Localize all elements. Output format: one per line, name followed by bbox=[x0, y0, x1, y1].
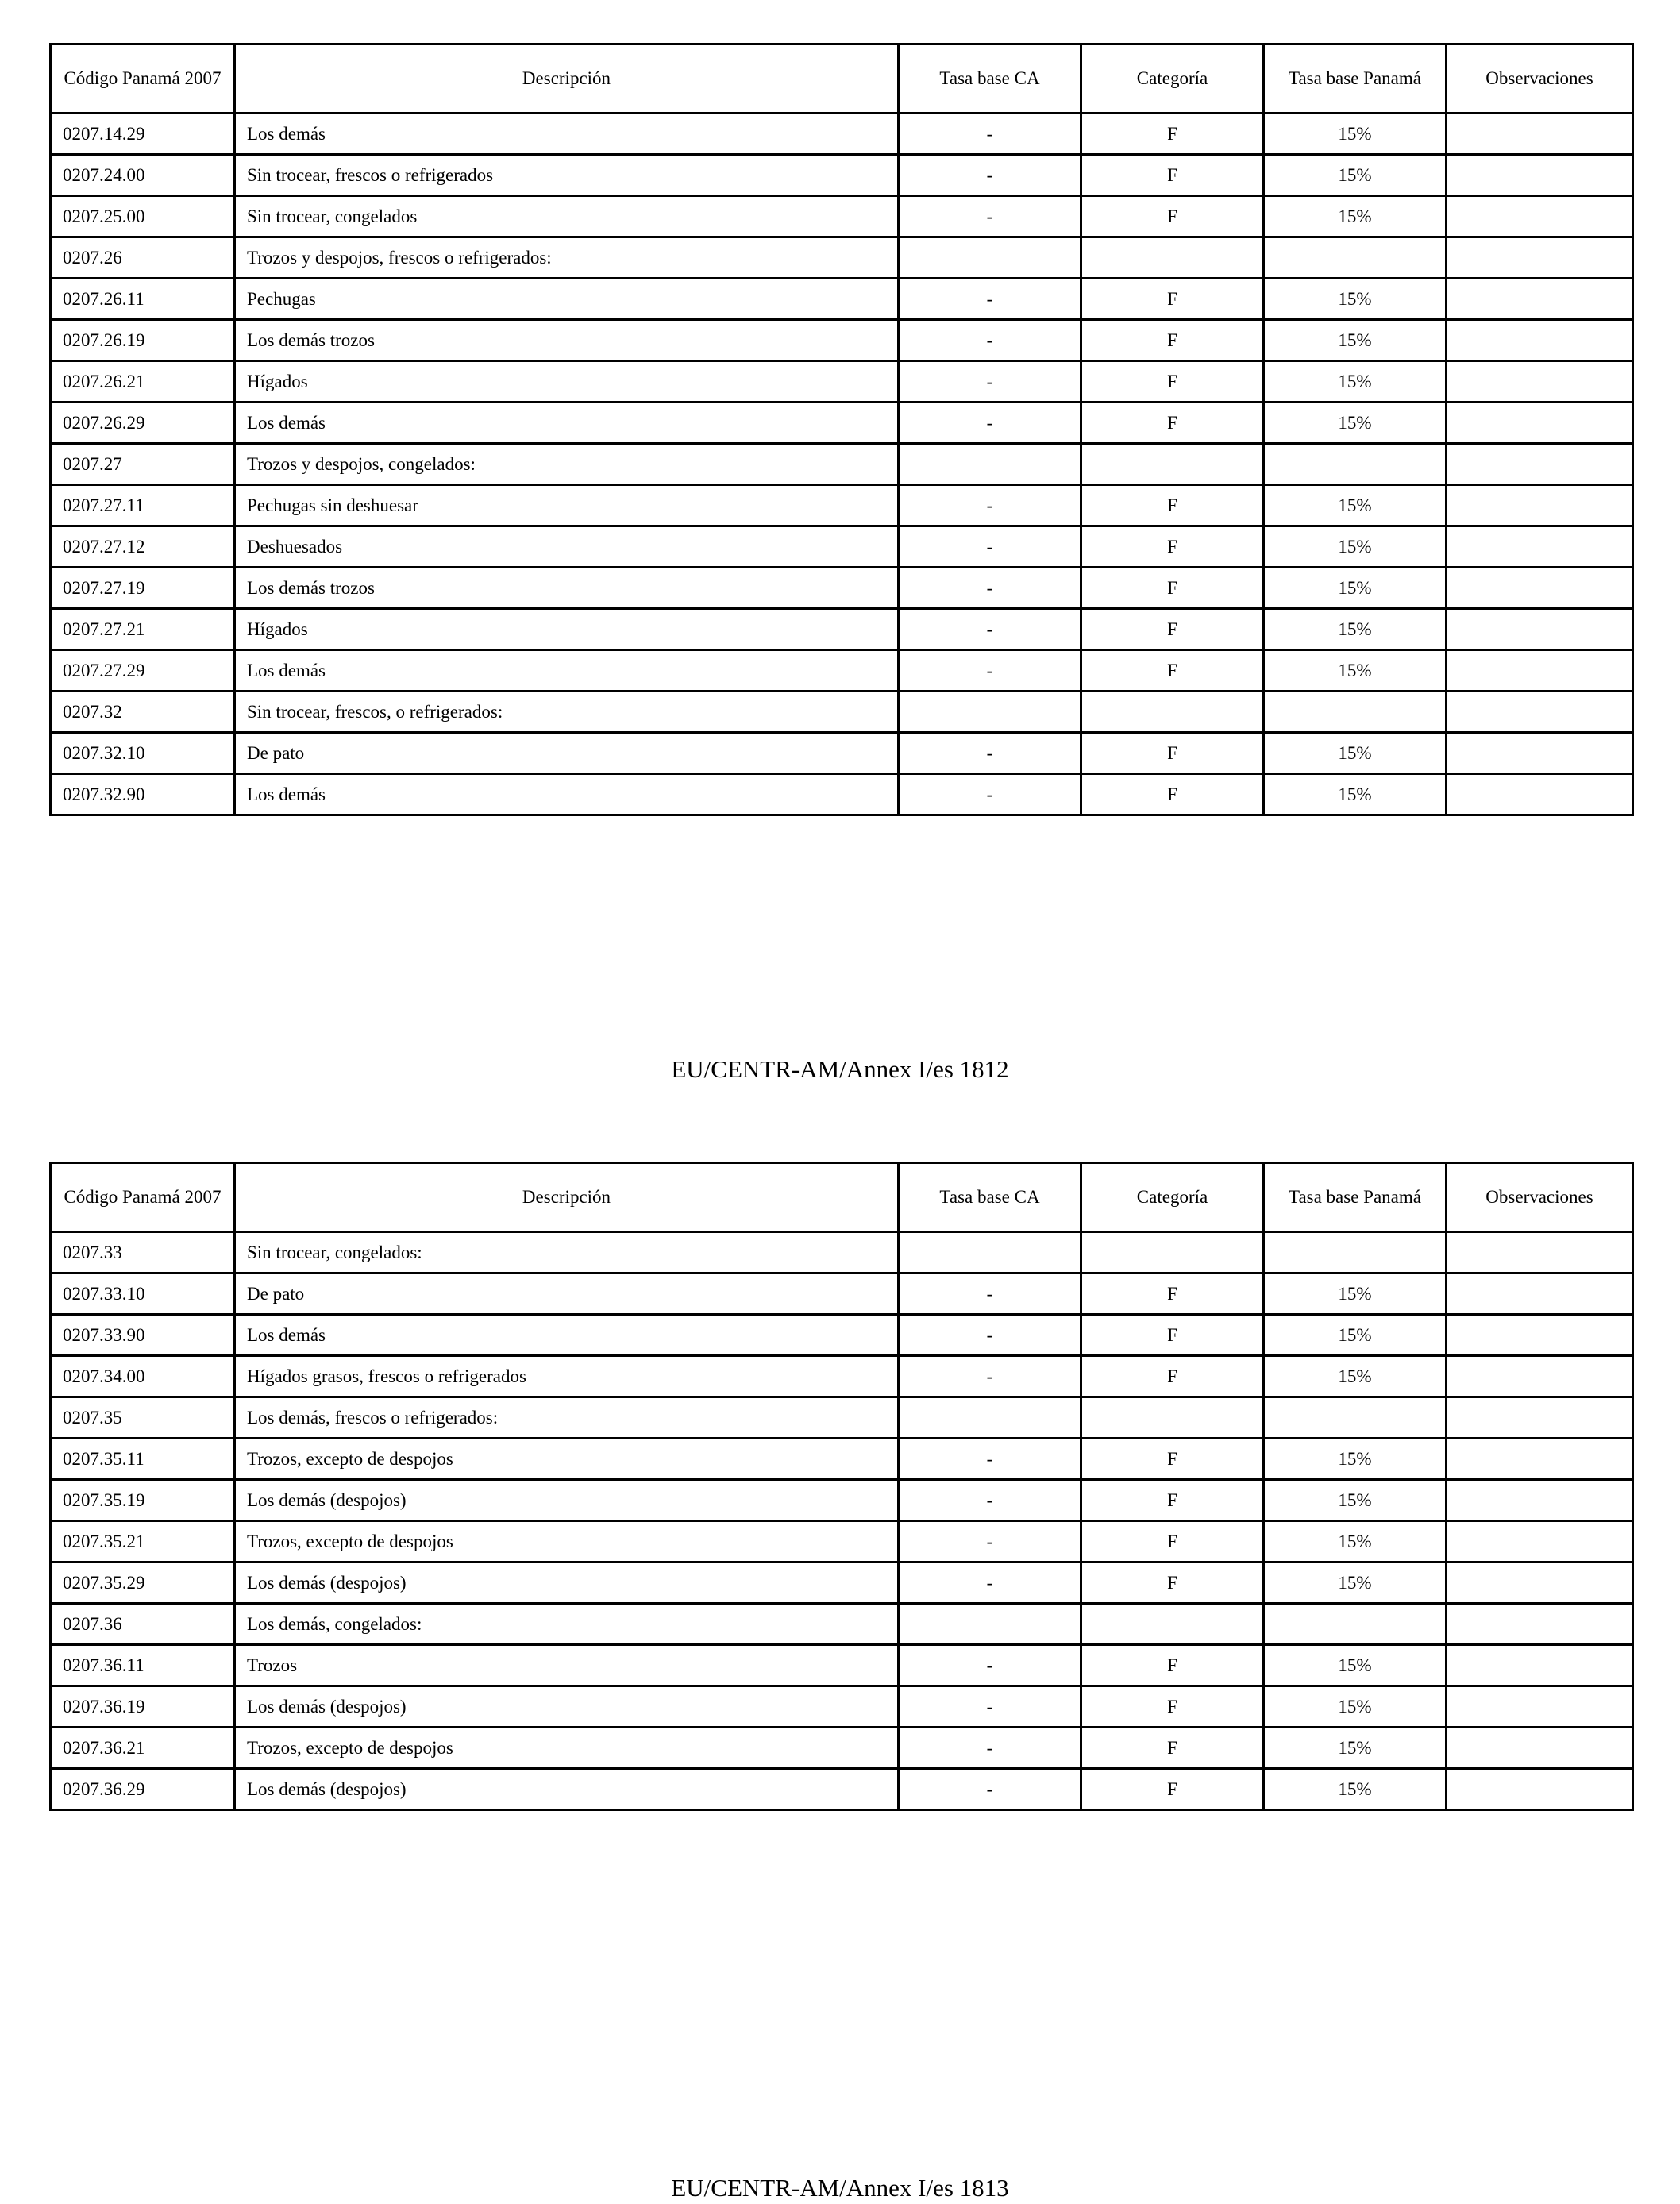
cell-base-rate-panama: 15% bbox=[1264, 609, 1447, 650]
cell-base-rate-panama: 15% bbox=[1264, 1439, 1447, 1480]
cell-base-rate-panama: 15% bbox=[1264, 1273, 1447, 1315]
cell-code: 0207.14.29 bbox=[51, 114, 235, 155]
cell-category: F bbox=[1081, 1645, 1264, 1686]
cell-base-rate-panama: 15% bbox=[1264, 403, 1447, 444]
table-row bbox=[51, 114, 1633, 155]
cell-observations bbox=[1447, 1315, 1633, 1356]
cell-observations bbox=[1447, 1604, 1633, 1645]
cell-base-rate-ca bbox=[899, 1604, 1081, 1645]
table-row bbox=[51, 361, 1633, 403]
cell-code: 0207.27.29 bbox=[51, 650, 235, 692]
cell-category: F bbox=[1081, 361, 1264, 403]
table-row bbox=[51, 692, 1633, 733]
table-row bbox=[51, 1356, 1633, 1397]
cell-observations bbox=[1447, 1480, 1633, 1521]
cell-base-rate-panama: 15% bbox=[1264, 1769, 1447, 1810]
cell-base-rate-panama bbox=[1264, 1232, 1447, 1273]
cell-observations bbox=[1447, 444, 1633, 485]
cell-category: F bbox=[1081, 650, 1264, 692]
cell-code: 0207.33.10 bbox=[51, 1273, 235, 1315]
cell-code: 0207.26.29 bbox=[51, 403, 235, 444]
table-row bbox=[51, 568, 1633, 609]
cell-base-rate-panama: 15% bbox=[1264, 1562, 1447, 1604]
cell-base-rate-ca: - bbox=[899, 1521, 1081, 1562]
cell-category: F bbox=[1081, 279, 1264, 320]
cell-base-rate-ca: - bbox=[899, 155, 1081, 196]
table-row bbox=[51, 733, 1633, 774]
cell-observations bbox=[1447, 485, 1633, 526]
cell-base-rate-panama: 15% bbox=[1264, 1645, 1447, 1686]
column-header-base-rate-ca: Tasa base CA bbox=[899, 1163, 1081, 1232]
cell-base-rate-panama: 15% bbox=[1264, 155, 1447, 196]
column-header-code: Código Panamá 2007 bbox=[51, 1163, 235, 1232]
cell-code: 0207.36.11 bbox=[51, 1645, 235, 1686]
tariff-table-1812 bbox=[49, 43, 1634, 816]
cell-base-rate-ca: - bbox=[899, 114, 1081, 155]
cell-base-rate-panama: 15% bbox=[1264, 1521, 1447, 1562]
column-header-description: Descripción bbox=[235, 1163, 899, 1232]
cell-code: 0207.34.00 bbox=[51, 1356, 235, 1397]
cell-category: F bbox=[1081, 526, 1264, 568]
cell-description: Trozos bbox=[235, 1645, 899, 1686]
table-row bbox=[51, 774, 1633, 815]
cell-description: Los demás bbox=[235, 650, 899, 692]
cell-category bbox=[1081, 1232, 1264, 1273]
table-row bbox=[51, 1232, 1633, 1273]
cell-base-rate-panama: 15% bbox=[1264, 650, 1447, 692]
cell-category: F bbox=[1081, 1728, 1264, 1769]
cell-observations bbox=[1447, 1439, 1633, 1480]
cell-category: F bbox=[1081, 609, 1264, 650]
cell-base-rate-panama: 15% bbox=[1264, 320, 1447, 361]
cell-description: Trozos y despojos, frescos o refrigerados: bbox=[235, 237, 899, 279]
column-header-base-rate-panama: Tasa base Panamá bbox=[1264, 1163, 1447, 1232]
cell-base-rate-ca: - bbox=[899, 485, 1081, 526]
cell-base-rate-ca: - bbox=[899, 279, 1081, 320]
cell-category bbox=[1081, 1604, 1264, 1645]
cell-code: 0207.35.11 bbox=[51, 1439, 235, 1480]
cell-category: F bbox=[1081, 1439, 1264, 1480]
cell-base-rate-ca: - bbox=[899, 568, 1081, 609]
cell-base-rate-ca bbox=[899, 444, 1081, 485]
cell-base-rate-ca: - bbox=[899, 320, 1081, 361]
cell-observations bbox=[1447, 774, 1633, 815]
cell-base-rate-panama bbox=[1264, 1397, 1447, 1439]
cell-description: Los demás trozos bbox=[235, 320, 899, 361]
cell-base-rate-ca bbox=[899, 1232, 1081, 1273]
table-row bbox=[51, 1480, 1633, 1521]
cell-base-rate-panama: 15% bbox=[1264, 774, 1447, 815]
cell-observations bbox=[1447, 1521, 1633, 1562]
table-row bbox=[51, 237, 1633, 279]
table-row bbox=[51, 320, 1633, 361]
table-row bbox=[51, 609, 1633, 650]
cell-description: Pechugas sin deshuesar bbox=[235, 485, 899, 526]
table-row bbox=[51, 196, 1633, 237]
cell-description: Los demás (despojos) bbox=[235, 1686, 899, 1728]
cell-code: 0207.36.19 bbox=[51, 1686, 235, 1728]
cell-category bbox=[1081, 444, 1264, 485]
cell-category: F bbox=[1081, 114, 1264, 155]
cell-base-rate-panama: 15% bbox=[1264, 1480, 1447, 1521]
cell-description: Los demás (despojos) bbox=[235, 1480, 899, 1521]
cell-observations bbox=[1447, 568, 1633, 609]
cell-code: 0207.32.90 bbox=[51, 774, 235, 815]
cell-description: Sin trocear, frescos o refrigerados bbox=[235, 155, 899, 196]
table-row bbox=[51, 1397, 1633, 1439]
cell-category: F bbox=[1081, 1769, 1264, 1810]
cell-code: 0207.35.21 bbox=[51, 1521, 235, 1562]
cell-base-rate-panama bbox=[1264, 692, 1447, 733]
cell-base-rate-ca bbox=[899, 237, 1081, 279]
cell-observations bbox=[1447, 155, 1633, 196]
cell-base-rate-ca: - bbox=[899, 609, 1081, 650]
cell-base-rate-ca: - bbox=[899, 733, 1081, 774]
cell-description: Sin trocear, frescos, o refrigerados: bbox=[235, 692, 899, 733]
cell-code: 0207.26.11 bbox=[51, 279, 235, 320]
cell-category: F bbox=[1081, 1686, 1264, 1728]
cell-description: Los demás (despojos) bbox=[235, 1769, 899, 1810]
cell-base-rate-panama: 15% bbox=[1264, 1728, 1447, 1769]
cell-base-rate-panama: 15% bbox=[1264, 1315, 1447, 1356]
cell-category: F bbox=[1081, 568, 1264, 609]
column-header-base-rate-panama: Tasa base Panamá bbox=[1264, 44, 1447, 114]
cell-observations bbox=[1447, 609, 1633, 650]
table-row bbox=[51, 444, 1633, 485]
cell-code: 0207.32 bbox=[51, 692, 235, 733]
cell-code: 0207.26.21 bbox=[51, 361, 235, 403]
cell-code: 0207.27 bbox=[51, 444, 235, 485]
cell-observations bbox=[1447, 403, 1633, 444]
column-header-base-rate-ca: Tasa base CA bbox=[899, 44, 1081, 114]
cell-category: F bbox=[1081, 1562, 1264, 1604]
cell-category bbox=[1081, 237, 1264, 279]
cell-base-rate-panama: 15% bbox=[1264, 1686, 1447, 1728]
cell-description: Los demás, congelados: bbox=[235, 1604, 899, 1645]
cell-category: F bbox=[1081, 485, 1264, 526]
cell-base-rate-ca: - bbox=[899, 403, 1081, 444]
cell-base-rate-panama: 15% bbox=[1264, 485, 1447, 526]
cell-base-rate-ca: - bbox=[899, 1686, 1081, 1728]
table-row bbox=[51, 650, 1633, 692]
cell-base-rate-ca: - bbox=[899, 650, 1081, 692]
cell-observations bbox=[1447, 1356, 1633, 1397]
cell-category: F bbox=[1081, 1273, 1264, 1315]
cell-code: 0207.27.19 bbox=[51, 568, 235, 609]
cell-observations bbox=[1447, 1562, 1633, 1604]
cell-base-rate-ca: - bbox=[899, 526, 1081, 568]
cell-description: Hígados grasos, frescos o refrigerados bbox=[235, 1356, 899, 1397]
cell-observations bbox=[1447, 1645, 1633, 1686]
table-row bbox=[51, 1769, 1633, 1810]
cell-observations bbox=[1447, 1686, 1633, 1728]
table-row bbox=[51, 1728, 1633, 1769]
table-row bbox=[51, 155, 1633, 196]
cell-observations bbox=[1447, 279, 1633, 320]
table-row bbox=[51, 1686, 1633, 1728]
cell-code: 0207.32.10 bbox=[51, 733, 235, 774]
cell-category: F bbox=[1081, 1480, 1264, 1521]
cell-category: F bbox=[1081, 196, 1264, 237]
column-header-observations: Observaciones bbox=[1447, 44, 1633, 114]
cell-category: F bbox=[1081, 320, 1264, 361]
page-reference-footer: EU/CENTR-AM/Annex I/es 1813 bbox=[671, 2174, 1009, 2202]
column-header-observations: Observaciones bbox=[1447, 1163, 1633, 1232]
cell-base-rate-panama bbox=[1264, 444, 1447, 485]
cell-base-rate-ca: - bbox=[899, 196, 1081, 237]
cell-description: Los demás bbox=[235, 774, 899, 815]
cell-description: Trozos y despojos, congelados: bbox=[235, 444, 899, 485]
cell-base-rate-panama: 15% bbox=[1264, 279, 1447, 320]
cell-observations bbox=[1447, 650, 1633, 692]
cell-description: Hígados bbox=[235, 609, 899, 650]
cell-base-rate-panama bbox=[1264, 1604, 1447, 1645]
cell-description: De pato bbox=[235, 733, 899, 774]
cell-observations bbox=[1447, 1232, 1633, 1273]
cell-category: F bbox=[1081, 733, 1264, 774]
cell-observations bbox=[1447, 692, 1633, 733]
cell-code: 0207.27.21 bbox=[51, 609, 235, 650]
cell-base-rate-panama: 15% bbox=[1264, 114, 1447, 155]
cell-base-rate-ca: - bbox=[899, 1562, 1081, 1604]
cell-code: 0207.36 bbox=[51, 1604, 235, 1645]
cell-code: 0207.35.19 bbox=[51, 1480, 235, 1521]
cell-description: Trozos, excepto de despojos bbox=[235, 1439, 899, 1480]
cell-base-rate-panama: 15% bbox=[1264, 361, 1447, 403]
cell-base-rate-panama: 15% bbox=[1264, 196, 1447, 237]
column-header-code: Código Panamá 2007 bbox=[51, 44, 235, 114]
cell-category: F bbox=[1081, 1356, 1264, 1397]
cell-observations bbox=[1447, 526, 1633, 568]
cell-code: 0207.24.00 bbox=[51, 155, 235, 196]
cell-base-rate-panama: 15% bbox=[1264, 1356, 1447, 1397]
table-row bbox=[51, 526, 1633, 568]
cell-observations bbox=[1447, 1397, 1633, 1439]
table-row bbox=[51, 485, 1633, 526]
cell-base-rate-ca: - bbox=[899, 1315, 1081, 1356]
cell-base-rate-ca bbox=[899, 1397, 1081, 1439]
table-row bbox=[51, 1521, 1633, 1562]
cell-base-rate-ca: - bbox=[899, 1356, 1081, 1397]
cell-description: Los demás trozos bbox=[235, 568, 899, 609]
cell-base-rate-ca: - bbox=[899, 1645, 1081, 1686]
column-header-description: Descripción bbox=[235, 44, 899, 114]
table-header-row bbox=[51, 44, 1633, 114]
table-row bbox=[51, 1439, 1633, 1480]
cell-code: 0207.36.29 bbox=[51, 1769, 235, 1810]
cell-code: 0207.35.29 bbox=[51, 1562, 235, 1604]
cell-code: 0207.25.00 bbox=[51, 196, 235, 237]
cell-category: F bbox=[1081, 1315, 1264, 1356]
cell-observations bbox=[1447, 196, 1633, 237]
cell-base-rate-panama bbox=[1264, 237, 1447, 279]
cell-code: 0207.35 bbox=[51, 1397, 235, 1439]
cell-code: 0207.26.19 bbox=[51, 320, 235, 361]
cell-description: Pechugas bbox=[235, 279, 899, 320]
cell-base-rate-ca: - bbox=[899, 1439, 1081, 1480]
cell-category bbox=[1081, 692, 1264, 733]
table-row bbox=[51, 279, 1633, 320]
cell-description: Los demás bbox=[235, 403, 899, 444]
cell-category: F bbox=[1081, 403, 1264, 444]
cell-code: 0207.36.21 bbox=[51, 1728, 235, 1769]
cell-category: F bbox=[1081, 1521, 1264, 1562]
cell-base-rate-ca: - bbox=[899, 1728, 1081, 1769]
cell-description: Los demás bbox=[235, 114, 899, 155]
cell-observations bbox=[1447, 1769, 1633, 1810]
cell-observations bbox=[1447, 361, 1633, 403]
cell-code: 0207.33 bbox=[51, 1232, 235, 1273]
cell-base-rate-panama: 15% bbox=[1264, 568, 1447, 609]
table-row bbox=[51, 1315, 1633, 1356]
column-header-category: Categoría bbox=[1081, 1163, 1264, 1232]
cell-observations bbox=[1447, 1273, 1633, 1315]
cell-base-rate-ca: - bbox=[899, 1480, 1081, 1521]
column-header-category: Categoría bbox=[1081, 44, 1264, 114]
tariff-table-1813 bbox=[49, 1162, 1634, 1811]
cell-code: 0207.33.90 bbox=[51, 1315, 235, 1356]
cell-code: 0207.27.12 bbox=[51, 526, 235, 568]
cell-base-rate-ca: - bbox=[899, 1769, 1081, 1810]
cell-description: Sin trocear, congelados bbox=[235, 196, 899, 237]
cell-description: Deshuesados bbox=[235, 526, 899, 568]
cell-base-rate-panama: 15% bbox=[1264, 526, 1447, 568]
cell-description: Trozos, excepto de despojos bbox=[235, 1728, 899, 1769]
cell-category: F bbox=[1081, 155, 1264, 196]
cell-description: De pato bbox=[235, 1273, 899, 1315]
table-row bbox=[51, 1645, 1633, 1686]
cell-code: 0207.27.11 bbox=[51, 485, 235, 526]
cell-description: Trozos, excepto de despojos bbox=[235, 1521, 899, 1562]
cell-base-rate-panama: 15% bbox=[1264, 733, 1447, 774]
cell-base-rate-ca: - bbox=[899, 1273, 1081, 1315]
table-row bbox=[51, 403, 1633, 444]
page-reference-footer: EU/CENTR-AM/Annex I/es 1812 bbox=[671, 1055, 1009, 1083]
cell-observations bbox=[1447, 237, 1633, 279]
cell-observations bbox=[1447, 733, 1633, 774]
cell-base-rate-ca: - bbox=[899, 774, 1081, 815]
table-row bbox=[51, 1604, 1633, 1645]
cell-description: Hígados bbox=[235, 361, 899, 403]
cell-description: Los demás, frescos o refrigerados: bbox=[235, 1397, 899, 1439]
cell-base-rate-ca bbox=[899, 692, 1081, 733]
cell-code: 0207.26 bbox=[51, 237, 235, 279]
cell-category bbox=[1081, 1397, 1264, 1439]
cell-description: Los demás bbox=[235, 1315, 899, 1356]
cell-description: Sin trocear, congelados: bbox=[235, 1232, 899, 1273]
cell-observations bbox=[1447, 320, 1633, 361]
table-row bbox=[51, 1562, 1633, 1604]
cell-observations bbox=[1447, 114, 1633, 155]
cell-observations bbox=[1447, 1728, 1633, 1769]
cell-description: Los demás (despojos) bbox=[235, 1562, 899, 1604]
cell-base-rate-ca: - bbox=[899, 361, 1081, 403]
table-header-row bbox=[51, 1163, 1633, 1232]
table-row bbox=[51, 1273, 1633, 1315]
cell-category: F bbox=[1081, 774, 1264, 815]
